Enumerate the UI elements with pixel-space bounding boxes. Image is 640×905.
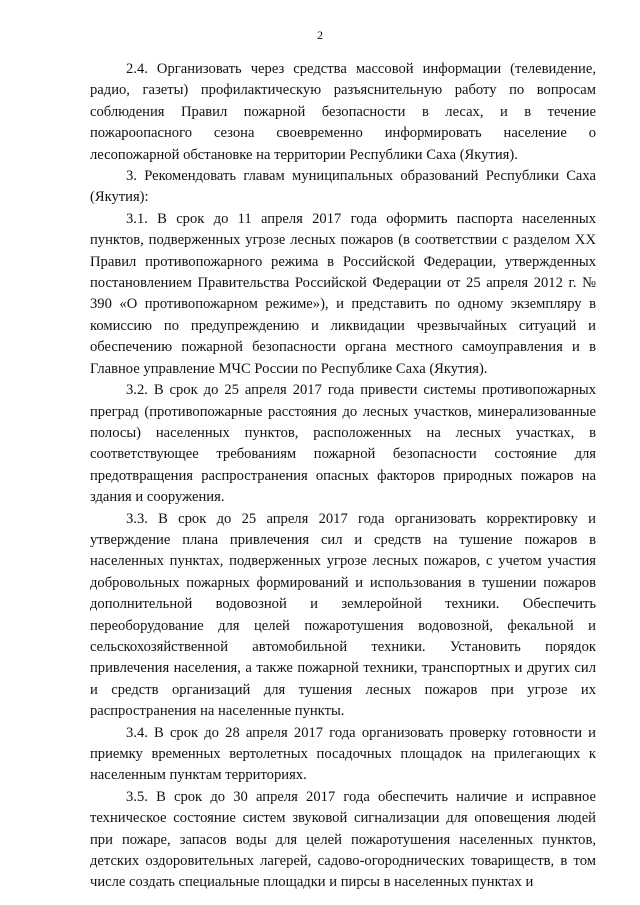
paragraph-3-1: 3.1. В срок до 11 апреля 2017 года оформить паспорта населенных пунктов, подверженных угрозе лесных пожаров (в соответствии с разделом XX Правил противопожарного режима в Российской Федерации, утвержденных постановлением Правительства Российской Федерации от 25 апреля 2012 г. № 390 «О противопожарном режиме»), и представить по одному экземпляру в комиссию по предупреждению и ликвидации чрезвычайных ситуаций и обеспечению пожарной безопасности органа местного самоуправления и в Главное управление МЧС России по Республике Саха (Якутия). xyxy=(90,210,596,377)
paragraph-3-5: 3.5. В срок до 30 апреля 2017 года обеспечить наличие и исправное техническое состояние систем звуковой сигнализации для оповещения людей при пожаре, запасов воды для целей пожаротушения населенных пунктов, детских оздоровительных лагерей, садово-огороднических товариществ, в том числе создать специальные площадки и пирсы в населенных пунктах и xyxy=(90,788,596,891)
paragraph-3-4: 3.4. В срок до 28 апреля 2017 года организовать проверку готовности и приемку временных вертолетных посадочных площадок на прилегающих к населенным пунктам территориях. xyxy=(90,724,596,784)
paragraph-3-2: 3.2. В срок до 25 апреля 2017 года привести системы противопожарных преград (противопожарные расстояния до лесных участков, минерализованные полосы) населенных пунктов, расположенных на лесных участках, в соответствующее требованиям пожарной безопасности состояние для предотвращения распространения опасных факторов природных пожаров на здания и сооружения. xyxy=(90,382,596,506)
document-body xyxy=(90,59,596,894)
paragraph-3: 3. Рекомендовать главам муниципальных образований Республики Саха (Якутия): xyxy=(90,168,596,206)
paragraph-2-4: 2.4. Организовать через средства массовой информации (телевидение, радио, газеты) профилактическую разъяснительную работу по вопросам соблюдения Правил пожарной безопасности в лесах, и в течение пожароопасного сезона своевременно информировать население о лесопожарной обстановке на территории Республики Саха (Якутия). xyxy=(90,61,596,163)
paragraph-3-3: 3.3. В срок до 25 апреля 2017 года организовать корректировку и утверждение плана привлечения сил и средств на тушение пожаров в населенных пунктах, подверженных угрозе лесных пожаров, с учетом участия добровольных пожарных формирований и использования в тушении пожаров дополнительной водовозной и землеройной техники. Обеспечить переоборудование для целей пожаротушения водовозной, фекальной и сельскохозяйственной автомобильной техники. Установить порядок привлечения населения, а также пожарной техники, транспортных и других сил и средств организаций для тушения лесных пожаров при угрозе их распространения на населенные пункты. xyxy=(90,510,596,720)
page-number: 2 xyxy=(317,28,323,42)
